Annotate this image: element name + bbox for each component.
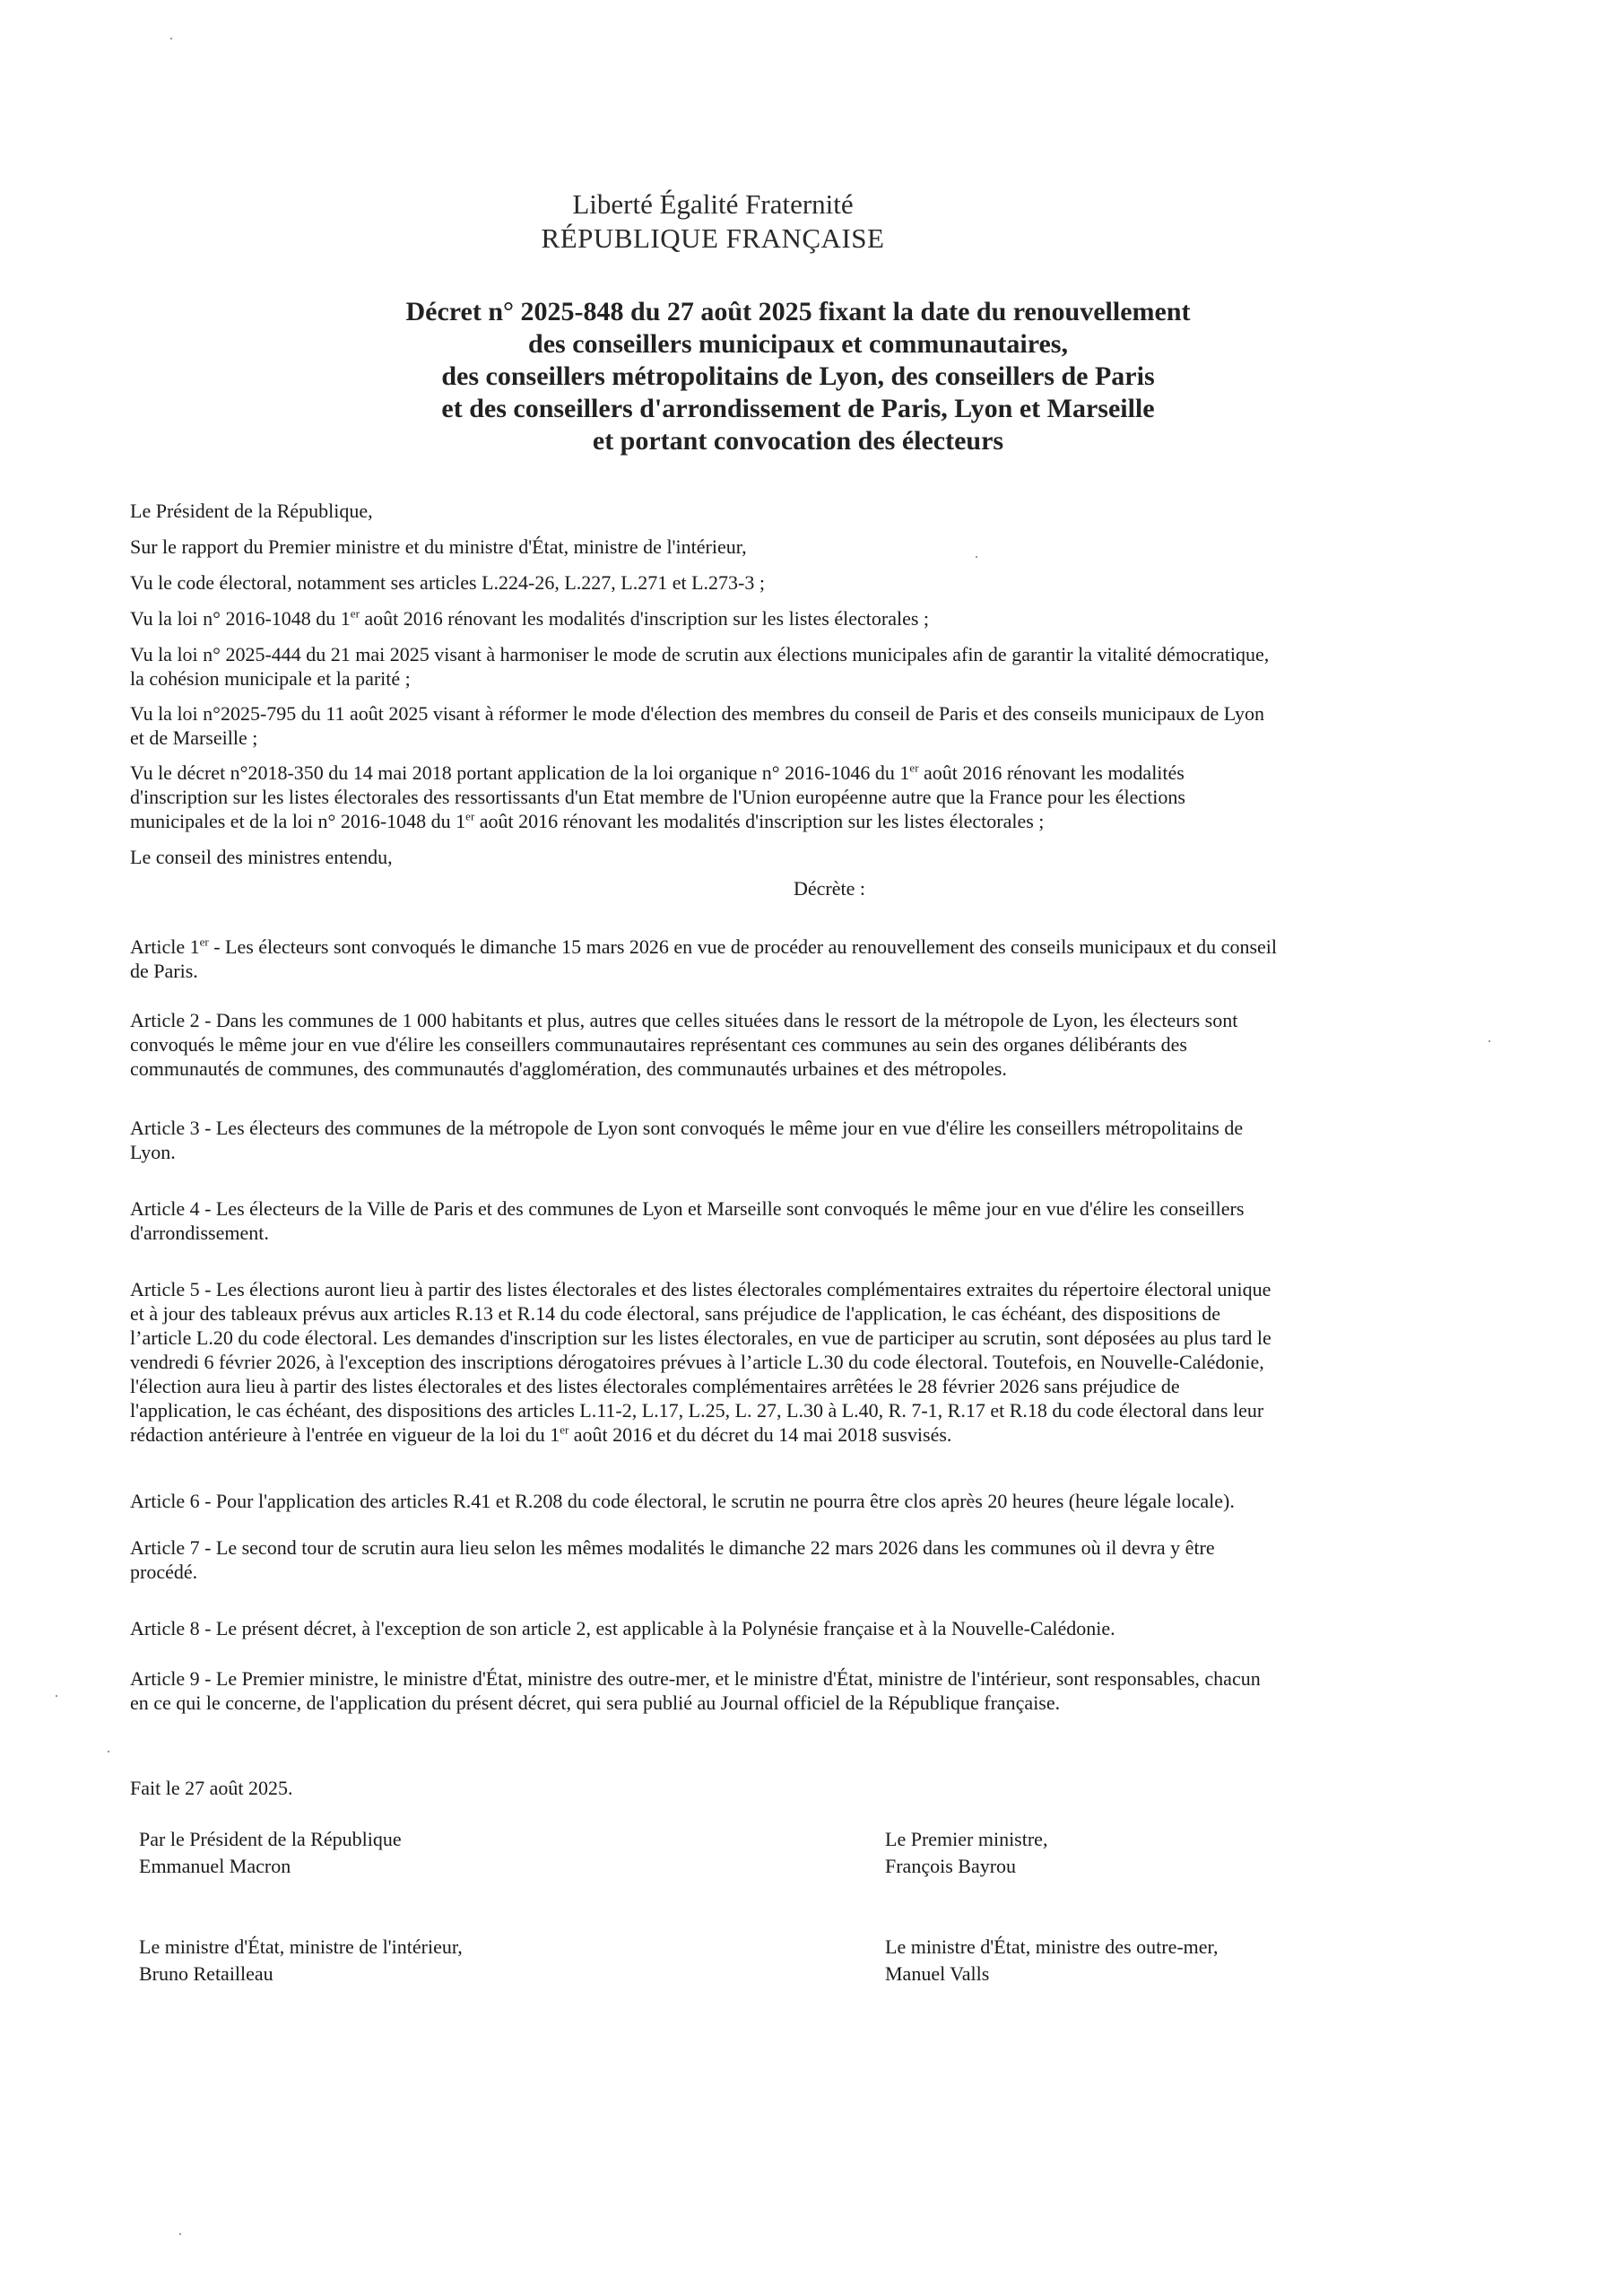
signature-name: Emmanuel Macron (139, 1855, 291, 1877)
article-line: procédé. (130, 1561, 198, 1583)
article-6: Article 6 - Pour l'application des articles R.41 et R.208 du code électoral, le scrutin ne pourra être clos après 20 heures (heure légale locale). (130, 1490, 1235, 1512)
preamble-rapport: Sur le rapport du Premier ministre et du ministre d'État, ministre de l'intérieur, (130, 535, 747, 558)
article-line: Article 9 - Le Premier ministre, le ministre d'État, ministre des outre-mer, et le ministre d'État, ministre de l'intérieur, sont responsables, chacun (130, 1667, 1261, 1690)
article-9 (130, 1666, 1529, 1715)
visa-line: Vu la loi n° 2025-444 du 21 mai 2025 visant à harmoniser le mode de scrutin aux élections municipales afin de garantir la vitalité démocratique, (130, 643, 1270, 665)
superscript: er (560, 1422, 569, 1437)
visa-text: municipales et de la loi n° 2016-1048 du 1 (130, 810, 466, 832)
title-line: et des conseillers d'arrondissement de Paris, Lyon et Marseille (441, 394, 1155, 423)
article-line: convoqués le même jour en vue d'élire les conseillers communautaires représentant ces communes au sein des organes délibérants des (130, 1033, 1187, 1056)
visa-text: Vu le décret n°2018-350 du 14 mai 2018 portant application de la loi organique n° 2016-1046 du 1 (130, 761, 910, 784)
article-line: en ce qui le concerne, de l'application du présent décret, qui sera publié au Journal officiel de la République française. (130, 1692, 1061, 1714)
scan-speck (170, 38, 172, 39)
signature-role: Par le Président de la République (139, 1828, 402, 1850)
visa-loi-2025-444 (130, 642, 1529, 691)
signature-ministre-outre-mer (885, 1934, 1218, 1987)
article-line: l'élection aura lieu à partir des listes électorales et des listes électorales complémentaires arrêtées le 28 février 2026 sans préjudice de (130, 1375, 1180, 1397)
scan-speck (976, 556, 977, 558)
decrete-text: Décrète : (794, 877, 865, 900)
article-text: - Les électeurs sont convoqués le dimanche 15 mars 2026 en vue de procéder au renouvellement des conseils municipaux et du conseil (208, 935, 1277, 958)
signature-role: Le ministre d'État, ministre des outre-mer, (885, 1935, 1219, 1958)
signature-role: Le ministre d'État, ministre de l'intérieur, (139, 1935, 463, 1958)
article-8: Article 8 - Le présent décret, à l'exception de son article 2, est applicable à la Polynésie française et à la Nouvelle-Calédonie. (130, 1617, 1115, 1639)
signature-name: Bruno Retailleau (139, 1962, 273, 1985)
scan-speck (56, 1695, 57, 1697)
visa-line: et de Marseille ; (130, 726, 258, 749)
article-7 (130, 1535, 1529, 1584)
republic-motto: Liberté Égalité Fraternité (572, 188, 854, 220)
visa-text: août 2016 rénovant les modalités d'inscription sur les listes électorales ; (474, 810, 1045, 832)
article-5 (130, 1277, 1529, 1447)
superscript: er (909, 761, 919, 775)
article-line (130, 935, 1529, 959)
article-line (130, 1422, 1529, 1447)
preamble-conseil: Le conseil des ministres entendu, (130, 846, 393, 868)
visa-decret-2018-350 (130, 761, 1529, 833)
scan-speck (179, 2233, 181, 2235)
visa-line: la cohésion municipale et la parité ; (130, 667, 411, 690)
visa-text: Vu la loi n° 2016-1048 du 1 (130, 607, 351, 630)
preamble-president: Le Président de la République, (130, 500, 373, 522)
article-4 (130, 1196, 1529, 1245)
signature-name: François Bayrou (885, 1855, 1017, 1877)
visa-line (130, 809, 1529, 833)
article-line: Article 7 - Le second tour de scrutin aura lieu selon les mêmes modalités le dimanche 22 mars 2026 dans les communes où il devra y être (130, 1536, 1215, 1559)
title-line: des conseillers métropolitains de Lyon, des conseillers de Paris (441, 361, 1155, 391)
visa-loi-2016-1048 (130, 606, 1529, 631)
scan-speck (1488, 1040, 1490, 1042)
title-line: et portant convocation des électeurs (592, 426, 1004, 456)
article-text: Article 1 (130, 935, 200, 958)
republic-heading: RÉPUBLIQUE FRANÇAISE (541, 222, 885, 254)
superscript: er (350, 606, 360, 621)
article-line: Article 5 - Les élections auront lieu à partir des listes électorales et des listes électorales complémentaires extraites du répertoire électoral unique (130, 1278, 1271, 1300)
signature-president (139, 1826, 402, 1880)
visa-line: Vu la loi n°2025-795 du 11 août 2025 visant à réformer le mode d'élection des membres du conseil de Paris et des conseils municipaux de Lyon (130, 702, 1264, 725)
article-line: de Paris. (130, 960, 198, 982)
fait-date: Fait le 27 août 2025. (130, 1777, 293, 1799)
article-text: août 2016 et du décret du 14 mai 2018 susvisés. (568, 1423, 952, 1446)
visa-line: d'inscription sur les listes électorales des ressortissants d'un Etat membre de l'Union européenne autre que la France pour les élections (130, 786, 1185, 808)
visa-text: août 2016 rénovant les modalités (918, 761, 1185, 784)
superscript: er (199, 935, 209, 949)
signature-role: Le Premier ministre, (885, 1828, 1048, 1850)
visa-code-electoral: Vu le code électoral, notamment ses articles L.224-26, L.227, L.271 et L.273-3 ; (130, 571, 765, 594)
article-3 (130, 1116, 1529, 1164)
article-line: l'application, le cas échéant, des dispositions des articles L.11-2, L.17, L.25, L. 27, L.30 à L.40, R. 7-1, R.17 et R.18 du code électoral dans leur (130, 1399, 1264, 1422)
article-2 (130, 1008, 1529, 1081)
article-line: d'arrondissement. (130, 1222, 269, 1244)
article-line: Article 2 - Dans les communes de 1 000 habitants et plus, autres que celles situées dans le ressort de la métropole de Lyon, les électeurs sont (130, 1009, 1238, 1031)
decree-title (269, 296, 1327, 457)
article-line: Article 4 - Les électeurs de la Ville de Paris et des communes de Lyon et Marseille sont convoqués le même jour en vue d'élire les conseillers (130, 1197, 1245, 1220)
article-1 (130, 935, 1529, 983)
article-text: rédaction antérieure à l'entrée en vigueur de la loi du 1 (130, 1423, 560, 1446)
article-line: et à jour des tableaux prévus aux articles R.13 et R.14 du code électoral, sans préjudice de l'application, le cas échéant, des dispositions de (130, 1302, 1221, 1325)
visa-line (130, 761, 1529, 785)
title-line: des conseillers municipaux et communautaires, (528, 329, 1068, 359)
article-line: communautés de communes, des communautés d'agglomération, des communautés urbaines et des métropoles. (130, 1057, 1007, 1080)
scan-speck (108, 1751, 109, 1752)
article-line: Lyon. (130, 1141, 176, 1163)
article-line: vendredi 6 février 2026, à l'exception des inscriptions dérogatoires prévues à l’article L.30 du code électoral. Toutefois, en Nouvelle-Calédonie, (130, 1351, 1264, 1373)
article-line: l’article L.20 du code électoral. Les demandes d'inscription sur les listes électorales, en vue de participer au scrutin, sont déposées au plus tard le (130, 1326, 1271, 1349)
signature-premier-ministre (885, 1826, 1047, 1880)
article-line: Article 3 - Les électeurs des communes de la métropole de Lyon sont convoqués le même jour en vue d'élire les conseillers métropolitains de (130, 1117, 1244, 1139)
signature-ministre-interieur (139, 1934, 463, 1987)
signature-name: Manuel Valls (885, 1962, 990, 1985)
title-line: Décret n° 2025-848 du 27 août 2025 fixant la date du renouvellement (405, 297, 1191, 326)
superscript: er (465, 809, 475, 823)
visa-text: août 2016 rénovant les modalités d'inscription sur les listes électorales ; (359, 607, 930, 630)
decrete-heading (0, 877, 1623, 900)
visa-loi-2025-795 (130, 701, 1529, 750)
